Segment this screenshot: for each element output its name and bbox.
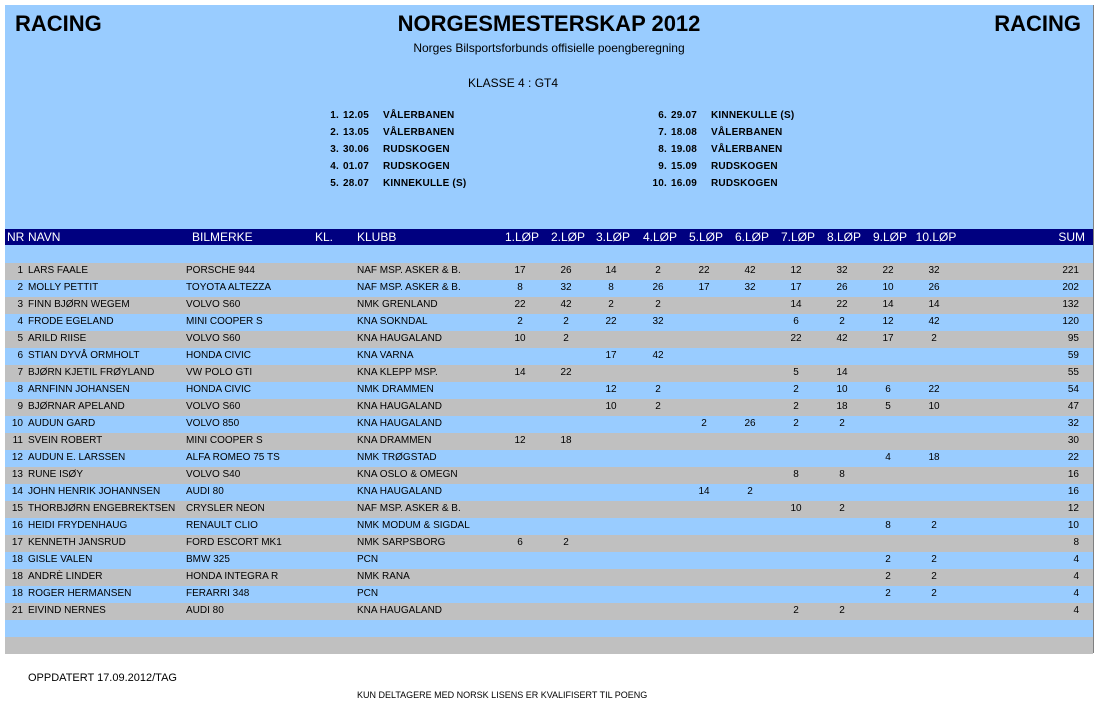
race-item (313, 178, 466, 189)
cell-points: 8 (793, 469, 799, 480)
cell-sum: 8 (1073, 537, 1079, 548)
cell-points: 8 (839, 469, 845, 480)
cell-navn: AUDUN E. LARSSEN (28, 452, 126, 463)
race-number: 5. (330, 178, 339, 189)
race-date: 13.05 (343, 127, 370, 138)
cell-points: 26 (652, 282, 664, 293)
race-number: 2. (330, 127, 339, 138)
cell-points: 5 (885, 401, 891, 412)
table-row (5, 365, 1093, 382)
race-number: 9. (658, 161, 667, 172)
cell-klubb: KNA VARNA (357, 350, 414, 361)
racing-label-right: RACING (994, 11, 1081, 36)
cell-points: 42 (744, 265, 756, 276)
cell-points: 2 (885, 554, 891, 565)
cell-points: 14 (928, 299, 940, 310)
cell-points: 2 (517, 316, 523, 327)
table-row (5, 501, 1093, 518)
cell-navn: AUDUN GARD (28, 418, 96, 429)
race-track: VÅLERBANEN (711, 127, 783, 138)
cell-points: 17 (790, 282, 802, 293)
col-lop-2: 2.LØP (550, 230, 586, 244)
race-item (641, 161, 778, 172)
cell-sum: 120 (1062, 316, 1079, 327)
cell-points: 22 (836, 299, 848, 310)
racing-label-left: RACING (15, 11, 102, 36)
race-date: 29.07 (671, 110, 698, 121)
cell-points: 4 (885, 452, 891, 463)
cell-bilmerke: VOLVO S40 (186, 469, 241, 480)
cell-points: 2 (608, 299, 614, 310)
cell-bilmerke: HONDA INTEGRA R (186, 571, 279, 582)
cell-bilmerke: AUDI 80 (186, 605, 224, 616)
cell-bilmerke: VOLVO S60 (186, 401, 241, 412)
cell-sum: 10 (1067, 520, 1079, 531)
cell-points: 5 (793, 367, 799, 378)
cell-klubb: NAF MSP. ASKER & B. (357, 265, 461, 276)
cell-points: 32 (744, 282, 756, 293)
cell-points: 2 (839, 418, 845, 429)
cell-navn: HEIDI FRYDENHAUG (28, 520, 128, 531)
cell-navn: ANDRÈ LINDER (28, 571, 103, 582)
cell-nr: 1 (17, 265, 23, 276)
cell-points: 32 (560, 282, 572, 293)
cell-points: 14 (882, 299, 894, 310)
cell-navn: ROGER HERMANSEN (28, 588, 132, 599)
cell-nr: 3 (17, 299, 23, 310)
cell-sum: 4 (1073, 588, 1079, 599)
cell-klubb: NMK GRENLAND (357, 299, 438, 310)
cell-points: 32 (836, 265, 848, 276)
cell-points: 2 (931, 554, 937, 565)
race-track: VÅLERBANEN (383, 127, 455, 138)
cell-nr: 18 (11, 554, 23, 565)
table-row (5, 450, 1093, 467)
col-kl: KL. (315, 230, 334, 244)
cell-points: 14 (698, 486, 710, 497)
cell-nr: 16 (11, 520, 23, 531)
col-lop-6: 6.LØP (734, 230, 770, 244)
cell-nr: 14 (11, 486, 23, 497)
cell-navn: EIVIND NERNES (28, 605, 106, 616)
race-date: 30.06 (343, 144, 370, 155)
cell-points: 8 (885, 520, 891, 531)
cell-klubb: NMK TRØGSTAD (357, 452, 437, 463)
table-row (5, 331, 1093, 348)
cell-navn: RUNE ISØY (28, 469, 84, 480)
cell-points: 14 (605, 265, 617, 276)
race-item (313, 127, 454, 138)
table-row (5, 263, 1093, 280)
race-item (313, 144, 450, 155)
cell-sum: 95 (1067, 333, 1079, 344)
cell-points: 2 (793, 418, 799, 429)
cell-klubb: KNA DRAMMEN (357, 435, 432, 446)
cell-points: 2 (885, 571, 891, 582)
table-row (5, 484, 1093, 501)
cell-bilmerke: FERARRI 348 (186, 588, 250, 599)
cell-points: 6 (793, 316, 799, 327)
cell-bilmerke: MINI COOPER S (186, 316, 263, 327)
cell-klubb: PCN (357, 554, 379, 565)
cell-navn: BJØRN KJETIL FRØYLAND (28, 367, 155, 378)
col-klubb: KLUBB (357, 230, 397, 244)
cell-nr: 13 (11, 469, 23, 480)
cell-points: 2 (839, 605, 845, 616)
standings-sheet (5, 5, 1094, 653)
cell-points: 10 (836, 384, 848, 395)
cell-bilmerke: TOYOTA ALTEZZA (186, 282, 272, 293)
cell-klubb: KNA HAUGALAND (357, 418, 443, 429)
cell-klubb: KNA HAUGALAND (357, 333, 443, 344)
cell-points: 10 (790, 503, 802, 514)
cell-points: 18 (560, 435, 572, 446)
race-track: VÅLERBANEN (383, 110, 455, 121)
cell-sum: 221 (1062, 265, 1079, 276)
cell-nr: 8 (17, 384, 23, 395)
cell-points: 2 (655, 265, 661, 276)
cell-points: 22 (928, 384, 940, 395)
race-date: 15.09 (671, 161, 698, 172)
race-track: RUDSKOGEN (383, 144, 450, 155)
cell-points: 2 (931, 333, 937, 344)
cell-nr: 21 (11, 605, 23, 616)
cell-points: 22 (698, 265, 710, 276)
cell-sum: 59 (1067, 350, 1079, 361)
cell-klubb: NMK DRAMMEN (357, 384, 434, 395)
cell-navn: FINN BJØRN WEGEM (28, 299, 130, 310)
cell-points: 2 (931, 520, 937, 531)
cell-points: 14 (514, 367, 526, 378)
race-track: RUDSKOGEN (383, 161, 450, 172)
cell-bilmerke: ALFA ROMEO 75 TS (186, 452, 280, 463)
cell-navn: MOLLY PETTIT (28, 282, 99, 293)
cell-navn: FRODE EGELAND (28, 316, 114, 327)
cell-points: 2 (885, 588, 891, 599)
cell-bilmerke: VOLVO S60 (186, 333, 241, 344)
cell-points: 26 (836, 282, 848, 293)
cell-points: 6 (885, 384, 891, 395)
cell-sum: 16 (1067, 469, 1079, 480)
cell-nr: 11 (12, 435, 23, 446)
table-row (5, 348, 1093, 365)
cell-points: 2 (563, 316, 569, 327)
cell-points: 10 (605, 401, 617, 412)
license-note: KUN DELTAGERE MED NORSK LISENS ER KVALIFISERT TIL POENG (357, 690, 648, 700)
cell-nr: 9 (17, 401, 23, 412)
col-lop-10: 10.LØP (915, 230, 957, 244)
cell-nr: 18 (11, 588, 23, 599)
table-row (5, 467, 1093, 484)
cell-nr: 5 (17, 333, 23, 344)
cell-points: 8 (608, 282, 614, 293)
cell-points: 26 (560, 265, 572, 276)
cell-points: 2 (655, 384, 661, 395)
cell-points: 26 (744, 418, 756, 429)
cell-klubb: PCN (357, 588, 379, 599)
race-date: 19.08 (671, 144, 698, 155)
race-track: KINNEKULLE (S) (711, 110, 795, 121)
cell-points: 12 (605, 384, 617, 395)
cell-bilmerke: CRYSLER NEON (186, 503, 265, 514)
cell-nr: 7 (17, 367, 23, 378)
cell-klubb: KNA HAUGALAND (357, 486, 443, 497)
cell-points: 22 (514, 299, 526, 310)
cell-points: 22 (790, 333, 802, 344)
table-row (5, 297, 1093, 314)
race-item (641, 127, 782, 138)
race-track: KINNEKULLE (S) (383, 178, 467, 189)
cell-points: 14 (836, 367, 848, 378)
table-row (5, 433, 1093, 450)
cell-navn: BJØRNAR APELAND (28, 401, 125, 412)
cell-sum: 47 (1067, 401, 1079, 412)
col-sum: SUM (1058, 230, 1085, 244)
cell-points: 32 (928, 265, 940, 276)
cell-klubb: KNA HAUGALAND (357, 605, 443, 616)
cell-points: 8 (517, 282, 523, 293)
cell-points: 2 (839, 316, 845, 327)
cell-sum: 54 (1067, 384, 1079, 395)
cell-bilmerke: VW POLO GTI (186, 367, 253, 378)
race-number: 7. (658, 127, 667, 138)
cell-bilmerke: FORD ESCORT MK1 (186, 537, 282, 548)
cell-bilmerke: VOLVO 850 (186, 418, 240, 429)
table-row (5, 382, 1093, 399)
cell-bilmerke: HONDA CIVIC (186, 350, 252, 361)
race-number: 3. (330, 144, 339, 155)
cell-nr: 15 (11, 503, 23, 514)
race-item (313, 161, 450, 172)
race-date: 01.07 (343, 161, 370, 172)
cell-points: 2 (793, 605, 799, 616)
cell-klubb: NAF MSP. ASKER & B. (357, 282, 461, 293)
race-date: 28.07 (343, 178, 370, 189)
cell-sum: 202 (1062, 282, 1079, 293)
cell-points: 12 (514, 435, 526, 446)
cell-bilmerke: RENAULT CLIO (186, 520, 258, 531)
class-label: KLASSE 4 : GT4 (468, 76, 559, 90)
cell-sum: 30 (1067, 435, 1079, 446)
table-row (5, 552, 1093, 569)
cell-nr: 6 (17, 350, 23, 361)
cell-points: 2 (655, 401, 661, 412)
col-lop-7: 7.LØP (780, 230, 816, 244)
table-row (5, 399, 1093, 416)
table-row (5, 314, 1093, 331)
cell-navn: GISLE VALEN (28, 554, 93, 565)
cell-points: 18 (928, 452, 940, 463)
cell-points: 42 (560, 299, 572, 310)
cell-navn: JOHN HENRIK JOHANNSEN (28, 486, 161, 497)
cell-nr: 12 (11, 452, 23, 463)
col-lop-4: 4.LØP (642, 230, 678, 244)
cell-points: 14 (790, 299, 802, 310)
cell-sum: 4 (1073, 571, 1079, 582)
cell-bilmerke: HONDA CIVIC (186, 384, 252, 395)
cell-points: 42 (928, 316, 940, 327)
cell-navn: SVEIN ROBERT (28, 435, 103, 446)
cell-points: 2 (793, 401, 799, 412)
col-lop-9: 9.LØP (872, 230, 908, 244)
race-date: 18.08 (671, 127, 698, 138)
table-row (5, 586, 1093, 603)
cell-points: 6 (517, 537, 523, 548)
cell-nr: 2 (17, 282, 23, 293)
cell-sum: 22 (1067, 452, 1079, 463)
col-lop-3: 3.LØP (595, 230, 631, 244)
cell-navn: LARS FAALE (28, 265, 89, 276)
cell-bilmerke: BMW 325 (186, 554, 230, 565)
cell-points: 2 (563, 537, 569, 548)
col-nr: NR (7, 230, 25, 244)
cell-points: 17 (698, 282, 710, 293)
table-row (5, 603, 1093, 620)
race-item (641, 110, 794, 121)
cell-points: 32 (652, 316, 664, 327)
cell-points: 2 (793, 384, 799, 395)
cell-klubb: KNA SOKNDAL (357, 316, 428, 327)
cell-points: 12 (790, 265, 802, 276)
page-subtitle: Norges Bilsportsforbunds offisielle poengberegning (413, 41, 685, 55)
cell-nr: 18 (11, 571, 23, 582)
race-track: RUDSKOGEN (711, 161, 778, 172)
cell-navn: ARILD RIISE (28, 333, 87, 344)
cell-points: 17 (882, 333, 894, 344)
updated-note: OPPDATERT 17.09.2012/TAG (28, 672, 177, 684)
cell-points: 17 (514, 265, 526, 276)
cell-nr: 4 (17, 316, 23, 327)
cell-sum: 32 (1067, 418, 1079, 429)
table-row (5, 535, 1093, 552)
cell-klubb: NMK MODUM & SIGDAL (357, 520, 470, 531)
cell-points: 2 (839, 503, 845, 514)
cell-points: 10 (514, 333, 526, 344)
cell-klubb: KNA HAUGALAND (357, 401, 443, 412)
cell-sum: 16 (1067, 486, 1079, 497)
race-track: RUDSKOGEN (711, 178, 778, 189)
cell-points: 2 (747, 486, 753, 497)
cell-points: 2 (931, 571, 937, 582)
cell-bilmerke: VOLVO S60 (186, 299, 241, 310)
race-number: 10. (652, 178, 667, 189)
race-number: 8. (658, 144, 667, 155)
col-lop-8: 8.LØP (826, 230, 862, 244)
spacer-row (5, 637, 1093, 654)
cell-sum: 12 (1067, 503, 1079, 514)
cell-points: 17 (605, 350, 617, 361)
cell-sum: 55 (1067, 367, 1079, 378)
cell-navn: STIAN DYVÅ ORMHOLT (28, 350, 140, 361)
race-number: 6. (658, 110, 667, 121)
col-navn: NAVN (28, 230, 61, 244)
cell-points: 22 (605, 316, 617, 327)
cell-points: 10 (882, 282, 894, 293)
cell-nr: 17 (11, 537, 23, 548)
cell-points: 22 (560, 367, 572, 378)
race-item (313, 110, 454, 121)
cell-points: 42 (836, 333, 848, 344)
col-bilmerke: BILMERKE (192, 230, 253, 244)
race-number: 4. (330, 161, 339, 172)
table-row (5, 569, 1093, 586)
cell-klubb: NAF MSP. ASKER & B. (357, 503, 461, 514)
spacer-row (5, 246, 1093, 263)
page-title: NORGESMESTERSKAP 2012 (397, 11, 701, 36)
cell-points: 42 (652, 350, 664, 361)
race-item (641, 144, 782, 155)
spacer-row (5, 620, 1093, 637)
race-track: VÅLERBANEN (711, 144, 783, 155)
cell-points: 2 (701, 418, 707, 429)
cell-sum: 4 (1073, 554, 1079, 565)
cell-points: 12 (882, 316, 894, 327)
race-item (641, 178, 778, 189)
table-row (5, 518, 1093, 535)
col-lop-5: 5.LØP (688, 230, 724, 244)
cell-navn: THORBJØRN ENGEBREKTSEN (28, 503, 176, 514)
table-row (5, 280, 1093, 297)
cell-bilmerke: AUDI 80 (186, 486, 224, 497)
cell-points: 18 (836, 401, 848, 412)
cell-klubb: KNA KLEPP MSP. (357, 367, 438, 378)
cell-points: 2 (655, 299, 661, 310)
cell-klubb: NMK SARPSBORG (357, 537, 446, 548)
cell-klubb: KNA OSLO & OMEGN (357, 469, 458, 480)
race-date: 16.09 (671, 178, 698, 189)
cell-navn: KENNETH JANSRUD (28, 537, 126, 548)
table-row (5, 416, 1093, 433)
cell-points: 2 (563, 333, 569, 344)
cell-points: 26 (928, 282, 940, 293)
table-header (5, 229, 1093, 245)
cell-bilmerke: PORSCHE 944 (186, 265, 255, 276)
cell-sum: 132 (1062, 299, 1079, 310)
cell-klubb: NMK RANA (357, 571, 410, 582)
cell-points: 2 (931, 588, 937, 599)
race-date: 12.05 (343, 110, 370, 121)
race-number: 1. (330, 110, 339, 121)
cell-bilmerke: MINI COOPER S (186, 435, 263, 446)
col-lop-1: 1.LØP (504, 230, 540, 244)
cell-points: 10 (928, 401, 940, 412)
cell-sum: 4 (1073, 605, 1079, 616)
cell-nr: 10 (11, 418, 23, 429)
cell-navn: ARNFINN JOHANSEN (28, 384, 130, 395)
cell-points: 22 (882, 265, 894, 276)
